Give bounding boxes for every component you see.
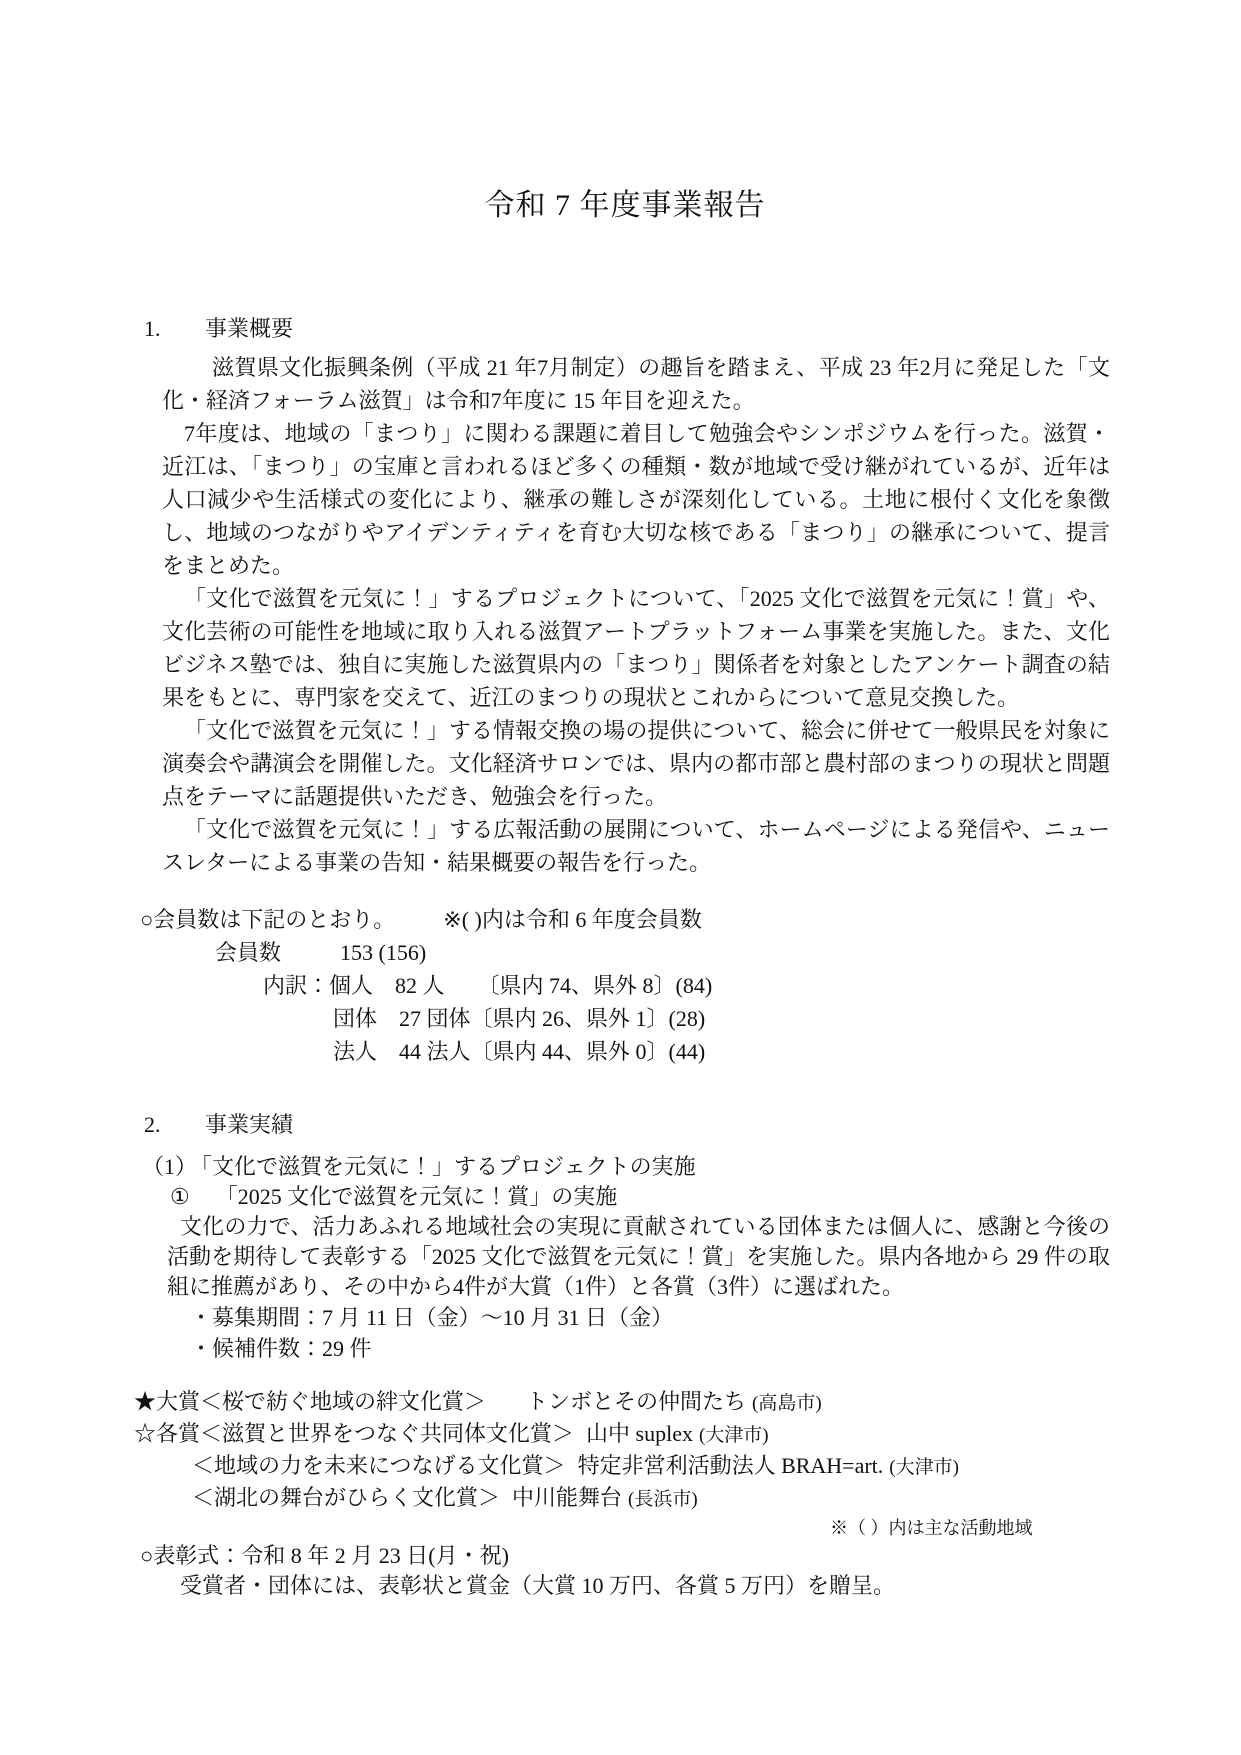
paragraph-3: 「文化で滋賀を元気に！」するプロジェクトについて、「2025 文化で滋賀を元気に！賞」や、文化芸術の可能性を地域に取り入れる滋賀アートプラットフォーム事業を実施した。また、文化ビジネス塾では、独自に実施した滋賀県内の「まつり」関係者を対象としたアンケート調査の結果をもとに、専門家を交えて、近江のまつりの現状とこれからについて意見交換した。	[162, 586, 1110, 710]
membership-breakdown-group: 団体 27 団体〔県内 26、県外 1〕(28)	[333, 1006, 706, 1031]
item1-number: （1）	[142, 1154, 198, 1179]
paragraph-1: 滋賀県文化振興条例（平成 21 年7月制定）の趣旨を踏まえ、平成 23 年2月に発足した「文化・経済フォーラム滋賀」は令和7年度に 15 年目を迎えた。	[162, 355, 1110, 413]
membership-headline-row	[140, 903, 1110, 936]
award-prize-row-3	[192, 1483, 1110, 1515]
membership-block	[140, 903, 1110, 1068]
page-title: 令和 7 年度事業報告	[484, 189, 766, 222]
award-recipient: 中川能舞台	[512, 1485, 623, 1510]
award-city: (長浜市)	[628, 1489, 698, 1510]
award-recipient: 山中 suplex	[586, 1421, 693, 1446]
ceremony-date: ○表彰式：令和 8 年 2 月 23 日(月・祝)	[140, 1543, 509, 1568]
membership-breakdown-individual: 内訳：個人 82 人 〔県内 74、県外 8〕(84)	[263, 973, 713, 998]
award-grand-prize-row	[134, 1387, 1110, 1419]
award-prize-row-1	[134, 1419, 1110, 1451]
award-title: ＜地域の力を未来につなげる文化賞＞	[192, 1453, 566, 1478]
section2-item1-sub1	[170, 1182, 1110, 1212]
membership-breakdown-corporate: 法人 44 法人〔県内 44、県外 0〕(44)	[333, 1039, 706, 1064]
award-recipient: 特定非営利活動法人 BRAH=art.	[577, 1453, 884, 1478]
membership-headline: ○会員数は下記のとおり。	[140, 907, 396, 932]
award-prefix: ★大賞	[134, 1389, 201, 1414]
ceremony-block	[140, 1541, 1110, 1601]
award-title: ＜滋賀と世界をつなぐ共同体文化賞＞	[200, 1421, 575, 1446]
section1-title: 事業概要	[205, 316, 294, 341]
award-city: (大津市)	[889, 1457, 959, 1478]
section1-number: 1.	[144, 316, 161, 341]
item1-title: 「文化で滋賀を元気に！」するプロジェクトの実施	[201, 1154, 696, 1179]
sub1-title: 「2025 文化で滋賀を元気に！賞」の実施	[215, 1184, 618, 1209]
paragraph-4: 「文化で滋賀を元気に！」する情報交換の場の提供について、総会に併せて一般県民を対象に演奏会や講演会を開催した。文化経済サロンでは、県内の都市部と農村部のまつりの現状と問題点をテーマに話題提供いただき、勉強会を行った。	[162, 718, 1110, 809]
section2-item1	[142, 1152, 1110, 1182]
award-city: (大津市)	[698, 1425, 769, 1446]
award-prize-row-2	[192, 1451, 1110, 1483]
awards-note: ※（ ）内は主な活動地域	[830, 1518, 1033, 1538]
sub1-number: ①	[170, 1184, 190, 1209]
section2-number: 2.	[144, 1112, 161, 1137]
section2-title: 事業実績	[205, 1112, 294, 1137]
bullet-candidate-count: ・候補件数：29 件	[190, 1336, 372, 1361]
award-city: (高島市)	[752, 1393, 822, 1414]
award-prefix: ☆各賞	[134, 1421, 201, 1446]
award-title: ＜桜で紡ぐ地域の絆文化賞＞	[200, 1389, 487, 1414]
ceremony-detail: 受賞者・団体には、表彰状と賞金（大賞 10 万円、各賞 5 万円）を贈呈。	[180, 1573, 896, 1598]
section2-heading	[140, 1108, 1110, 1141]
sub1-body: 文化の力で、活力あふれる地域社会の実現に貢献されている団体または個人に、感謝と今後の活動を期待して表彰する「2025 文化で滋賀を元気に！賞」を実施した。県内各地から 29 件の取組に推薦があり、その中から4件が大賞（1件）と各賞（3件）に選ばれた。	[167, 1214, 1110, 1299]
paragraph-5: 「文化で滋賀を元気に！」する広報活動の展開について、ホームページによる発信や、ニュースレターによる事業の告知・結果概要の報告を行った。	[162, 817, 1110, 875]
bullet-application-period: ・募集期間：7 月 11 日（金）～10 月 31 日（金）	[190, 1305, 674, 1330]
awards-block	[134, 1387, 1110, 1541]
membership-note: ※( )内は令和 6 年度会員数	[443, 907, 702, 932]
membership-total-value: 153 (156)	[340, 940, 427, 965]
award-title: ＜湖北の舞台がひらく文化賞＞	[192, 1485, 501, 1510]
paragraph-2: 7年度は、地域の「まつり」に関わる課題に着目して勉強会やシンポジウムを行った。滋賀・近江は、「まつり」の宝庫と言われるほど多くの種類・数が地域で受け継がれているが、近年は人口減少や生活様式の変化により、継承の難しさが深刻化している。土地に根付く文化を象徴し、地域のつながりやアイデンティティを育む大切な核である「まつり」の継承について、提言をまとめた。	[162, 421, 1110, 578]
award-recipient: トンボとその仲間たち	[526, 1389, 747, 1414]
membership-total-label: 会員数	[215, 940, 282, 965]
membership-total-row	[215, 936, 1110, 969]
section1-heading	[140, 312, 1110, 345]
section1-body	[162, 351, 1110, 879]
